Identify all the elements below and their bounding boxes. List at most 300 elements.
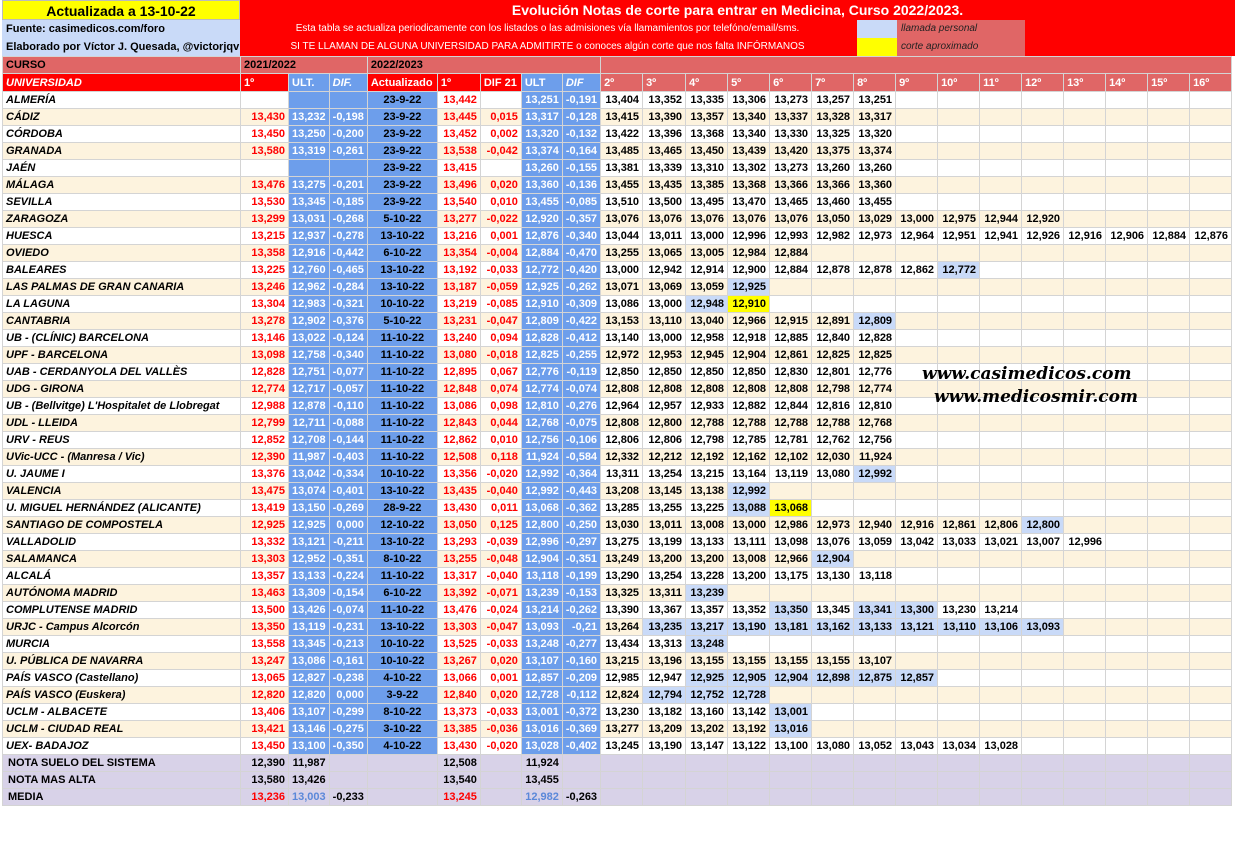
round-value: 13,145 [643,483,686,500]
first-2122: 13,299 [241,211,289,228]
actualizado-header: Actualizado [367,74,437,92]
round-value: 13,273 [770,160,812,177]
dif-2223: -0,160 [562,653,600,670]
round-value [1190,313,1232,330]
round-value: 13,118 [854,568,896,585]
table-row [3,551,1232,568]
round-value: 12,828 [854,330,896,347]
round-value [1064,602,1106,619]
round-value: 13,147 [686,738,728,755]
round-value [812,245,854,262]
ult-2223: 13,214 [521,602,562,619]
round-header: 8º [854,74,896,92]
first-2122: 13,065 [241,670,289,687]
table-row [3,194,1232,211]
dif-2223: -0,340 [562,228,600,245]
round-value [1148,381,1190,398]
round-value [896,585,938,602]
round-value [1148,721,1190,738]
round-value [1064,347,1106,364]
round-value [896,109,938,126]
first-2122: 12,820 [241,687,289,704]
round-value [1190,738,1232,755]
round-value: 13,050 [812,211,854,228]
round-value: 12,728 [728,687,770,704]
summary-empty [1148,789,1190,806]
summary-empty [643,755,686,772]
summary-row [3,772,1232,789]
round-value [1022,177,1064,194]
university-name: OVIEDO [3,245,241,262]
round-value: 13,080 [812,738,854,755]
round-value [980,585,1022,602]
round-value [1190,347,1232,364]
summary-empty [770,772,812,789]
first-2122: 13,406 [241,704,289,721]
summary-empty [1190,772,1232,789]
round-value [896,500,938,517]
round-value [938,279,980,296]
ult-2122: 13,426 [289,602,330,619]
title-banner [240,0,1235,20]
dif21-value [480,160,521,177]
round-value [1106,109,1148,126]
round-value [980,721,1022,738]
dif-2122: -0,238 [329,670,367,687]
round-value [896,177,938,194]
university-name: UB - (CLÍNIC) BARCELONA [3,330,241,347]
round-value: 13,257 [812,92,854,109]
round-value [1190,109,1232,126]
round-value [896,126,938,143]
ult-2223: 13,455 [521,194,562,211]
dif-2223: -0,106 [562,432,600,449]
dif21-value: -0,042 [480,143,521,160]
round-header: 11º [980,74,1022,92]
round-value [980,687,1022,704]
dif21-value: -0,033 [480,262,521,279]
dif-2223: -0,199 [562,568,600,585]
round-value [1148,194,1190,211]
round-value: 13,325 [601,585,643,602]
round-value: 13,175 [770,568,812,585]
round-value: 13,065 [643,245,686,262]
dif-2223: -0,128 [562,109,600,126]
round-value [1022,500,1064,517]
round-value: 12,850 [643,364,686,381]
round-value [980,177,1022,194]
round-value [1064,517,1106,534]
university-name: VALENCIA [3,483,241,500]
round-value: 13,390 [601,602,643,619]
table-row [3,602,1232,619]
round-value [1022,653,1064,670]
round-value [896,296,938,313]
ult-2122: 12,827 [289,670,330,687]
ult-2122: 13,146 [289,721,330,738]
first-2122: 13,463 [241,585,289,602]
ult-2122: 13,086 [289,653,330,670]
round-value [1190,92,1232,109]
round-value [1106,551,1148,568]
summary-dif-2223: -0,263 [562,789,600,806]
summary-empty [1190,755,1232,772]
round-value: 13,374 [854,143,896,160]
round-value: 12,984 [728,245,770,262]
round-value [1022,262,1064,279]
round-value: 12,844 [770,398,812,415]
round-value [1148,415,1190,432]
first-2122: 13,475 [241,483,289,500]
first-2223: 13,293 [437,534,480,551]
summary-empty [686,789,728,806]
round-value [1190,534,1232,551]
university-name: COMPLUTENSE MADRID [3,602,241,619]
summary-ult-2122: 13,003 [289,789,330,806]
round-value: 12,904 [812,551,854,568]
dif21-value: -0,033 [480,704,521,721]
dif-2122: -0,351 [329,551,367,568]
round-value: 12,982 [812,228,854,245]
summary-empty [1064,789,1106,806]
ult-2223: 13,001 [521,704,562,721]
dif21-value: -0,085 [480,296,521,313]
round-value [1148,126,1190,143]
dif-2223: -0,277 [562,636,600,653]
table-row [3,517,1232,534]
dif-2122: -0,057 [329,381,367,398]
round-value [1106,194,1148,211]
round-value [1148,313,1190,330]
cutoff-table [2,56,1232,806]
summary-empty [367,772,437,789]
round-value [1022,313,1064,330]
round-value: 13,093 [1022,619,1064,636]
round-value: 13,153 [601,313,643,330]
round-value: 12,904 [770,670,812,687]
round-value [854,585,896,602]
round-header: 16º [1190,74,1232,92]
round-value [938,721,980,738]
table-row [3,738,1232,755]
summary-empty [686,772,728,789]
university-name: SEVILLA [3,194,241,211]
round-header: 12º [1022,74,1064,92]
round-value: 13,029 [854,211,896,228]
round-value [1190,602,1232,619]
round-value: 12,898 [812,670,854,687]
round-value [1022,143,1064,160]
dif-2122: -0,321 [329,296,367,313]
dif21-value: -0,059 [480,279,521,296]
round-value [980,245,1022,262]
dif-2223: -0,153 [562,585,600,602]
university-name: U. MIGUEL HERNÁNDEZ (ALICANTE) [3,500,241,517]
dif-2223: -0,584 [562,449,600,466]
round-value: 12,806 [643,432,686,449]
ult-2223: 13,028 [521,738,562,755]
round-value: 13,200 [728,568,770,585]
round-value [896,704,938,721]
ult-2122: 13,031 [289,211,330,228]
first-2122: 13,303 [241,551,289,568]
round-value [938,160,980,177]
round-value [1106,602,1148,619]
round-value [1190,415,1232,432]
first-2122: 13,500 [241,602,289,619]
round-value [1106,160,1148,177]
university-name: HUESCA [3,228,241,245]
round-value: 13,111 [728,534,770,551]
round-value: 12,915 [770,313,812,330]
first-2223-header: 1º [437,74,480,92]
table-row [3,653,1232,670]
round-value [1022,245,1064,262]
round-value: 13,190 [643,738,686,755]
round-value: 12,910 [728,296,770,313]
first-2223: 13,430 [437,738,480,755]
round-value: 13,076 [686,211,728,228]
round-value [938,432,980,449]
round-value: 12,951 [938,228,980,245]
round-value: 12,891 [812,313,854,330]
ult-2223: 13,248 [521,636,562,653]
round-value: 13,435 [643,177,686,194]
summary-first-2223: 12,508 [437,755,480,772]
round-value: 13,021 [980,534,1022,551]
round-value: 13,040 [686,313,728,330]
round-value [896,313,938,330]
round-value: 13,208 [601,483,643,500]
summary-empty [728,772,770,789]
round-value: 13,254 [643,568,686,585]
round-value: 12,785 [728,432,770,449]
ult-2223: 12,800 [521,517,562,534]
dif-2223: -0,164 [562,143,600,160]
round-value [1190,194,1232,211]
round-value [1106,687,1148,704]
summary-empty [980,755,1022,772]
round-value: 12,162 [728,449,770,466]
first-2122: 12,988 [241,398,289,415]
round-value: 13,000 [728,517,770,534]
round-value: 13,510 [601,194,643,211]
ult-2122: 12,937 [289,228,330,245]
round-value: 12,788 [812,415,854,432]
summary-empty [938,755,980,772]
first-2122: 12,799 [241,415,289,432]
round-value: 13,396 [643,126,686,143]
first-2122: 13,376 [241,466,289,483]
dif21-value: -0,040 [480,483,521,500]
round-value: 13,381 [601,160,643,177]
dif-2223: -0,119 [562,364,600,381]
round-value: 13,230 [601,704,643,721]
round-value [938,177,980,194]
ult-2223: 12,828 [521,330,562,347]
round-value [938,653,980,670]
round-value: 13,000 [686,228,728,245]
round-value: 12,900 [728,262,770,279]
ult-2122: 11,987 [289,449,330,466]
table-row [3,483,1232,500]
round-value [1022,636,1064,653]
dif-2122: -0,144 [329,432,367,449]
round-value [1106,143,1148,160]
author-text: Elaborado por Víctor J. Quesada, @victorjqv [6,41,240,53]
round-value [1106,534,1148,551]
round-value [938,500,980,517]
round-value [854,483,896,500]
round-value [1106,449,1148,466]
university-name: U. JAUME I [3,466,241,483]
round-value: 12,906 [1106,228,1148,245]
ult-2223: 12,904 [521,551,562,568]
round-value [1148,636,1190,653]
summary-empty [643,772,686,789]
round-value [938,670,980,687]
dif21-value: 0,044 [480,415,521,432]
round-value: 13,133 [686,534,728,551]
university-name: AUTÓNOMA MADRID [3,585,241,602]
first-2122 [241,160,289,177]
round-value [1148,279,1190,296]
summary-empty [1022,772,1064,789]
round-header: 9º [896,74,938,92]
summary-first-2223: 13,540 [437,772,480,789]
university-name: CANTABRIA [3,313,241,330]
universidad-header: UNIVERSIDAD [3,74,241,92]
updated-date: 10-10-22 [367,466,437,483]
updated-date: 6-10-22 [367,585,437,602]
round-value [938,245,980,262]
first-2223: 13,496 [437,177,480,194]
round-value: 12,794 [643,687,686,704]
dif-2122: -0,154 [329,585,367,602]
dif-2223: -0,420 [562,262,600,279]
summary-row [3,755,1232,772]
round-value: 13,228 [686,568,728,585]
round-value [896,279,938,296]
round-value: 13,277 [601,721,643,738]
round-value [770,279,812,296]
ult-2122: 13,319 [289,143,330,160]
ult-2223: 12,772 [521,262,562,279]
ult-2122: 12,952 [289,551,330,568]
round-value: 13,357 [686,602,728,619]
round-value: 12,212 [643,449,686,466]
round-value [1190,211,1232,228]
round-value [1106,347,1148,364]
ult-2223: 12,776 [521,364,562,381]
round-value: 12,876 [1190,228,1232,245]
round-value: 13,098 [770,534,812,551]
table-row [3,143,1232,160]
round-value: 13,086 [601,296,643,313]
round-value: 13,450 [686,143,728,160]
round-value: 12,884 [1148,228,1190,245]
ult-2122: 12,902 [289,313,330,330]
round-value [1148,245,1190,262]
first-2122: 12,774 [241,381,289,398]
dif-2122: -0,278 [329,228,367,245]
round-value: 12,102 [770,449,812,466]
university-name: UCLM - CIUDAD REAL [3,721,241,738]
updated-date: 13-10-22 [367,228,437,245]
ult-2223: 12,992 [521,483,562,500]
summary-empty [854,789,896,806]
university-name: UVic-UCC - (Manresa / Vic) [3,449,241,466]
round-value: 13,357 [686,109,728,126]
university-name: PAÍS VASCO (Euskera) [3,687,241,704]
updated-date: 11-10-22 [367,602,437,619]
first-2122: 12,852 [241,432,289,449]
updated-date: 23-9-22 [367,126,437,143]
round-value [1106,636,1148,653]
first-2122: 13,225 [241,262,289,279]
round-value: 12,816 [812,398,854,415]
university-name: UPF - BARCELONA [3,347,241,364]
ult-2122: 12,916 [289,245,330,262]
round-value: 13,000 [601,262,643,279]
description-line-1: Esta tabla se actualiza periodicamente con los listados o las admisiones vía llamamientos por telefóno/email/sms. [295,23,800,34]
round-value: 12,940 [854,517,896,534]
round-value [896,143,938,160]
round-value: 12,840 [812,330,854,347]
round-value [1148,449,1190,466]
round-value [980,262,1022,279]
round-value: 12,752 [686,687,728,704]
ult-2223: 12,925 [521,279,562,296]
round-value [980,670,1022,687]
ult-2122: 12,878 [289,398,330,415]
ult-2122: 12,820 [289,687,330,704]
round-value: 13,350 [770,602,812,619]
round-value [980,296,1022,313]
first-2122: 13,247 [241,653,289,670]
summary-empty [812,789,854,806]
round-value: 13,200 [686,551,728,568]
round-value: 12,996 [728,228,770,245]
round-value [1190,245,1232,262]
round-value [1190,449,1232,466]
source-text: Fuente: casimedicos.com/foro [6,23,165,35]
round-value: 13,375 [812,143,854,160]
summary-ult-2122: 13,426 [289,772,330,789]
updated-date: 12-10-22 [367,517,437,534]
round-value [1190,262,1232,279]
summary-first-2122: 13,236 [241,789,289,806]
university-name: U. PÚBLICA DE NAVARRA [3,653,241,670]
round-value [938,415,980,432]
round-value [896,347,938,364]
round-value: 12,986 [770,517,812,534]
university-name: URV - REUS [3,432,241,449]
ult-2223: 12,920 [521,211,562,228]
round-value [1190,160,1232,177]
updated-date: 28-9-22 [367,500,437,517]
dif-2122: -0,299 [329,704,367,721]
round-value [896,466,938,483]
updated-date: 11-10-22 [367,398,437,415]
first-2223: 13,392 [437,585,480,602]
round-value [1148,534,1190,551]
summary-empty [1064,772,1106,789]
dif21-value: -0,024 [480,602,521,619]
ult-2223: 12,996 [521,534,562,551]
dif-2122: -0,275 [329,721,367,738]
round-value [1148,330,1190,347]
